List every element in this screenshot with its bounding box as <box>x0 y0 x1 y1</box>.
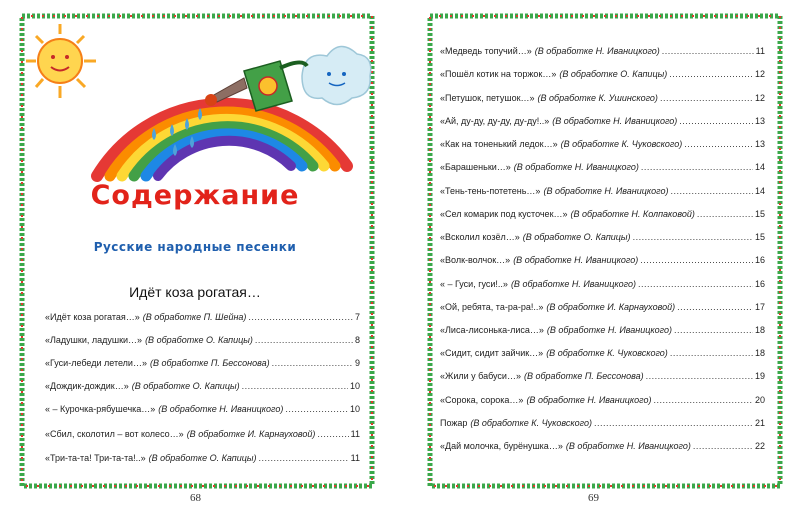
toc-entry-page: 11 <box>350 429 360 439</box>
toc-entry-credit: (В обработке О. Капицы) <box>559 69 668 79</box>
toc-entry-title: «Дай молочка, бурёнушка…» <box>440 441 563 451</box>
toc-entry-title: «Как на тоненький ледок…» <box>440 139 558 149</box>
toc-entry-title: «Медведь топучий…» <box>440 46 532 56</box>
toc-entry-credit: (В обработке Н. Иваницкого) <box>534 46 660 56</box>
toc-entry-page: 16 <box>754 255 765 265</box>
toc-entry-title: « – Курочка-рябушечка…» <box>45 404 156 414</box>
toc-dot-leader <box>285 404 348 414</box>
toc-entry-credit: (В обработке Н. Иваницкого) <box>526 395 652 405</box>
sun-icon <box>26 24 96 98</box>
toc-entry-title: «Тень-тень-потетень…» <box>440 186 541 196</box>
toc-entry-credit: (В обработке К. Чуковского) <box>560 139 683 149</box>
toc-dot-leader <box>638 279 753 289</box>
toc-entry[interactable] <box>45 429 360 443</box>
toc-heading: Содержание <box>90 180 300 211</box>
toc-dot-leader <box>259 453 349 463</box>
toc-entry-page: 14 <box>754 186 765 196</box>
toc-entry[interactable] <box>45 381 360 395</box>
toc-entry-page: 13 <box>754 139 765 149</box>
toc-list-left <box>45 312 360 472</box>
toc-entry-title: «Дождик-дождик…» <box>45 381 129 391</box>
toc-entry-title: «Ой, ребята, та-ра-ра!..» <box>440 302 544 312</box>
toc-entry-credit: (В обработке И. Карнауховой) <box>186 429 316 439</box>
toc-entry-credit: (В обработке И. Карнауховой) <box>546 302 676 312</box>
toc-entry[interactable] <box>440 69 765 83</box>
toc-entry-credit: (В обработке Н. Иваницкого) <box>565 441 691 451</box>
toc-entry-credit: (В обработке Н. Иваницкого) <box>513 162 639 172</box>
toc-entry-page: 8 <box>354 335 360 345</box>
toc-entry-credit: (В обработке О. Капицы) <box>148 453 257 463</box>
toc-dot-leader <box>693 441 753 451</box>
toc-entry-credit: (В обработке П. Бессонова) <box>149 358 270 368</box>
toc-entry-page: 10 <box>349 381 360 391</box>
toc-entry-title: «Сел комарик под кусточек…» <box>440 209 568 219</box>
toc-dot-leader <box>674 325 753 335</box>
toc-entry-credit: (В обработке Н. Иваницкого) <box>158 404 284 414</box>
toc-entry[interactable] <box>440 441 765 455</box>
toc-entry-page: 21 <box>754 418 765 428</box>
toc-entry-credit: (В обработке П. Бессонова) <box>523 371 644 381</box>
left-page <box>0 0 390 523</box>
toc-entry-credit: (В обработке Н. Иваницкого) <box>513 255 639 265</box>
toc-entry-page: 15 <box>754 232 765 242</box>
toc-entry-title: «Ладушки, ладушки…» <box>45 335 143 345</box>
toc-entry-page: 19 <box>754 371 765 381</box>
page-number-left: 68 <box>190 492 201 504</box>
toc-dot-leader <box>662 46 754 56</box>
toc-entry-title: «Петушок, петушок…» <box>440 93 535 103</box>
toc-dot-leader <box>684 139 753 149</box>
toc-entry-page: 22 <box>754 441 765 451</box>
toc-entry-credit: (В обработке К. Чуковского) <box>546 348 668 358</box>
toc-entry-title: «Жили у бабуси…» <box>440 371 521 381</box>
rainbow-illustration <box>22 16 372 186</box>
toc-entry[interactable] <box>440 46 765 60</box>
toc-entry-page: 11 <box>350 453 360 463</box>
toc-dot-leader <box>641 162 753 172</box>
toc-entry-page: 11 <box>755 46 765 56</box>
toc-entry-credit: (В обработке К. Чуковского) <box>470 418 593 428</box>
toc-entry-page: 7 <box>354 312 360 322</box>
toc-entry-credit: (В обработке О. Капицы) <box>145 335 253 345</box>
toc-entry-title: «Гуси-лебеди летели…» <box>45 358 147 368</box>
toc-entry[interactable] <box>440 232 765 246</box>
toc-entry-page: 9 <box>354 358 360 368</box>
toc-entry-title: «Сидит, сидит зайчик…» <box>440 348 544 358</box>
cloud-icon <box>302 46 371 104</box>
toc-entry[interactable] <box>440 255 765 269</box>
toc-entry-page: 14 <box>754 162 765 172</box>
toc-entry[interactable] <box>440 116 765 130</box>
toc-entry[interactable] <box>440 371 765 385</box>
toc-entry[interactable] <box>440 418 765 432</box>
toc-entry-page: 16 <box>754 279 765 289</box>
toc-entry-credit: (В обработке Н. Колпаковой) <box>570 209 695 219</box>
toc-entry[interactable] <box>45 358 360 372</box>
toc-entry-credit: (В обработке К. Ушинского) <box>537 93 658 103</box>
toc-entry-title: Пожар <box>440 418 468 428</box>
section-title: Идёт коза рогатая… <box>129 284 261 300</box>
toc-entry[interactable] <box>440 279 765 293</box>
toc-entry-page: 20 <box>754 395 765 405</box>
toc-entry-title: «Три-та-та! Три-та-та!..» <box>45 453 146 463</box>
toc-dot-leader <box>242 381 348 391</box>
toc-entry[interactable] <box>45 312 360 326</box>
toc-entry-credit: (В обработке П. Шейна) <box>142 312 247 322</box>
toc-entry-credit: (В обработке Н. Иваницкого) <box>552 116 678 126</box>
toc-dot-leader <box>640 255 753 265</box>
toc-dot-leader <box>633 232 753 242</box>
toc-entry-page: 18 <box>754 348 765 358</box>
toc-entry[interactable] <box>440 325 765 339</box>
toc-entry[interactable] <box>440 209 765 223</box>
toc-entry[interactable] <box>45 453 360 467</box>
toc-dot-leader <box>670 348 753 358</box>
toc-subheading: Русские народные песенки <box>93 240 297 254</box>
toc-entry-title: « – Гуси, гуси!..» <box>440 279 508 289</box>
toc-entry-page: 13 <box>754 116 765 126</box>
toc-dot-leader <box>317 429 348 439</box>
toc-entry[interactable] <box>45 335 360 349</box>
toc-dot-leader <box>272 358 353 368</box>
toc-dot-leader <box>248 312 353 322</box>
toc-entry-page: 10 <box>349 404 360 414</box>
toc-entry[interactable] <box>440 186 765 200</box>
toc-dot-leader <box>679 116 753 126</box>
toc-entry-title: «Лиса-лисонька-лиса…» <box>440 325 544 335</box>
toc-dot-leader <box>671 186 753 196</box>
toc-entry[interactable] <box>440 139 765 153</box>
toc-entry-page: 12 <box>754 69 765 79</box>
toc-entry[interactable] <box>440 93 765 107</box>
toc-dot-leader <box>255 335 353 345</box>
toc-dot-leader <box>653 395 753 405</box>
toc-entry-credit: (В обработке Н. Иваницкого) <box>543 186 669 196</box>
toc-entry-title: «Сорока, сорока…» <box>440 395 524 405</box>
page-number-right: 69 <box>588 492 599 504</box>
toc-dot-leader <box>697 209 753 219</box>
toc-entry-credit: (В обработке Н. Иваницкого) <box>510 279 636 289</box>
toc-entry[interactable] <box>440 302 765 316</box>
toc-entry-title: «Барашеньки…» <box>440 162 511 172</box>
toc-dot-leader <box>677 302 753 312</box>
toc-entry-page: 12 <box>754 93 765 103</box>
toc-entry-page: 18 <box>754 325 765 335</box>
toc-entry-title: «Ай, ду-ду, ду-ду, ду-ду!..» <box>440 116 550 126</box>
toc-entry[interactable] <box>45 404 360 418</box>
toc-list-right <box>440 46 765 466</box>
toc-entry-title: «Идёт коза рогатая…» <box>45 312 140 322</box>
toc-entry-title: «Пошёл котик на торжок…» <box>440 69 557 79</box>
toc-dot-leader <box>646 371 753 381</box>
toc-entry-credit: (В обработке О. Капицы) <box>131 381 240 391</box>
toc-entry[interactable] <box>440 348 765 362</box>
toc-dot-leader <box>669 69 753 79</box>
toc-entry-title: «Волк-волчок…» <box>440 255 511 265</box>
right-page <box>410 0 800 523</box>
toc-entry[interactable] <box>440 395 765 409</box>
toc-dot-leader <box>660 93 753 103</box>
toc-entry-title: «Сбил, сколотил – вот колесо…» <box>45 429 184 439</box>
toc-entry[interactable] <box>440 162 765 176</box>
toc-entry-page: 15 <box>754 209 765 219</box>
toc-entry-page: 17 <box>754 302 765 312</box>
toc-entry-title: «Всколил козёл…» <box>440 232 520 242</box>
toc-entry-credit: (В обработке Н. Иваницкого) <box>546 325 672 335</box>
toc-dot-leader <box>594 418 753 428</box>
toc-entry-credit: (В обработке О. Капицы) <box>522 232 631 242</box>
